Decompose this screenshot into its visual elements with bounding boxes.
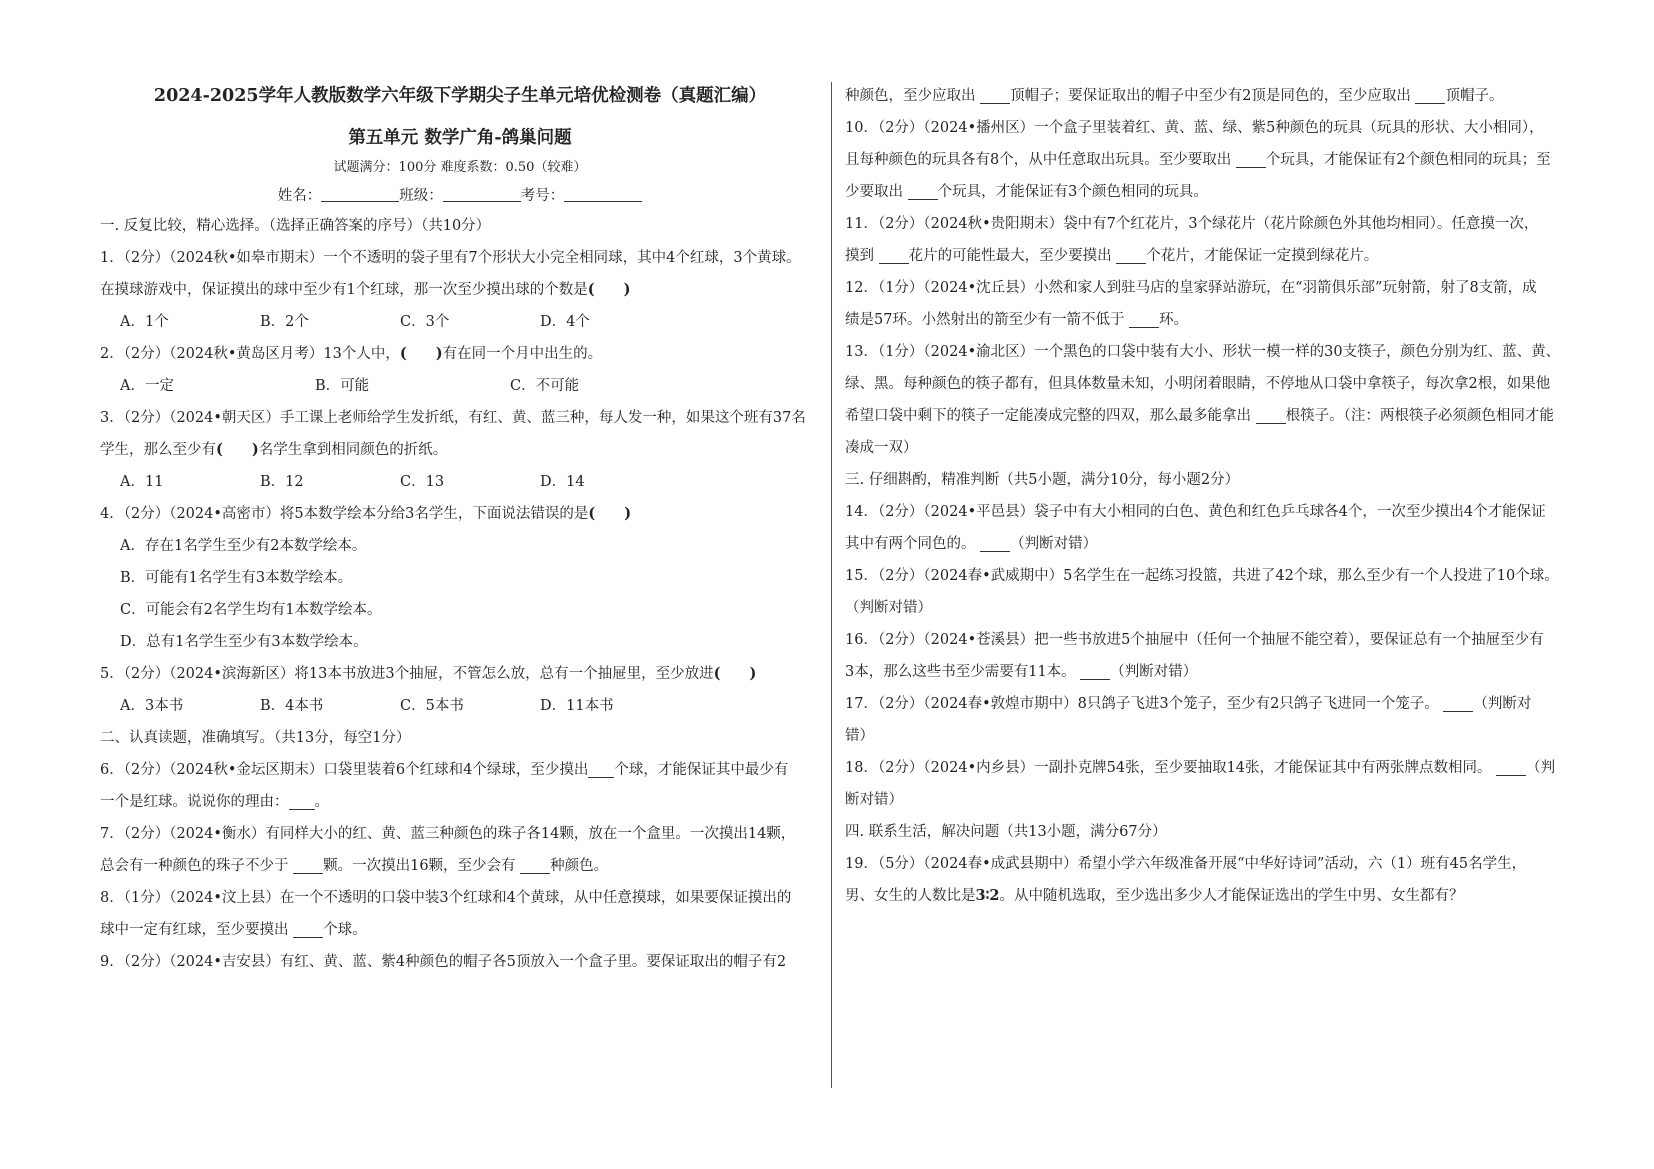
question-3 <box>100 402 820 498</box>
question-6 <box>100 754 820 818</box>
q11-line2c: 个花片，才能保证一定摸到绿花片。 <box>1146 248 1379 264</box>
q19-line2 <box>845 880 1565 912</box>
q6-blank-1[interactable] <box>588 759 614 778</box>
q8-line2 <box>100 914 820 946</box>
q5-option-d[interactable]: D．11本书 <box>540 698 614 714</box>
q13-line3b: 根筷子。（注：两根筷子必须颜色相同才能 <box>1285 408 1554 424</box>
question-4 <box>100 498 820 658</box>
q18-line1b: （判 <box>1526 760 1556 776</box>
q9-line2a: 种颜色，至少应取出 <box>845 88 981 104</box>
q3-option-d[interactable]: D．14 <box>540 474 585 490</box>
q10-line1: 10．（2分）（2024•播州区）一个盒子里装着红、黄、蓝、绿、紫5种颜色的玩具（玩具的形状、大小相同）， <box>845 120 1544 136</box>
q17-line2: 错） <box>845 728 874 744</box>
q4-option-b[interactable]: B．可能有1名学生有3本数学绘本。 <box>120 570 353 586</box>
q5-line1-text: 5．（2分）（2024•滨海新区）将13本书放进3个抽屉，不管怎么放，总有一个抽屉里，至少放进 <box>100 666 714 682</box>
q16-line2 <box>845 656 1565 688</box>
section-4-heading: 四. 联系生活，解决问题（共13小题，满分67分） <box>845 824 1167 840</box>
q6-line1b: 个球，才能保证其中最少有 <box>614 762 789 778</box>
exam-no-label: 考号： <box>520 188 565 204</box>
q4-line1-text: 4．（2分）（2024•高密市）将5本数学绘本分给3名学生，下面说法错误的是 <box>100 506 589 522</box>
q13-line2: 绿、黑。每种颜色的筷子都有，但具体数量未知，小明闭着眼睛，不停地从口袋中拿筷子，每次拿2根，如果他 <box>845 376 1551 392</box>
q13-blank-1[interactable] <box>1256 405 1286 424</box>
q1-answer-paren[interactable]: ( ) <box>587 281 631 298</box>
q1-options <box>100 306 820 338</box>
q5-line1 <box>100 658 820 690</box>
q1-line2-text: 在摸球游戏中，保证摸出的球中至少有1个红球，那一次至少摸出球的个数是 <box>100 282 588 298</box>
q7-line2 <box>100 850 820 882</box>
q3-line1: 3．（2分）（2024•朝天区）手工课上老师给学生发折纸，有红、黄、蓝三种，每人发一种，如果这个班有37名 <box>100 410 806 426</box>
q4-option-d[interactable]: D．总有1名学生至少有3本数学绘本。 <box>120 634 368 650</box>
q15-line2: （判断对错） <box>845 600 932 616</box>
q9-line1: 9．（2分）（2024•吉安县）有红、黄、蓝、紫4种颜色的帽子各5顶放入一个盒子里。要保证取出的帽子有2 <box>100 954 787 970</box>
q7-blank-2[interactable] <box>520 855 550 874</box>
q7-line2a: 总会有一种颜色的珠子不少于 <box>100 858 294 874</box>
question-5 <box>100 658 820 722</box>
q12-line1: 12．（1分）（2024•沈丘县）小然和家人到驻马店的皇家驿站游玩，在“羽箭俱乐部”玩射箭，射了8支箭，成 <box>845 280 1537 296</box>
q16-blank-1[interactable] <box>1080 661 1110 680</box>
q3-option-a[interactable]: A．11 <box>120 474 164 490</box>
q6-line1 <box>100 754 820 786</box>
q7-line2b: 颗。一次摸出16颗，至少会有 <box>323 858 521 874</box>
question-17 <box>845 688 1565 752</box>
q11-line2a: 摸到 <box>845 248 879 264</box>
q5-options <box>100 690 820 722</box>
question-12 <box>845 272 1565 336</box>
question-16 <box>845 624 1565 688</box>
q16-line2b: （判断对错） <box>1110 664 1198 680</box>
q3-option-c[interactable]: C．13 <box>400 474 445 490</box>
q2-line1 <box>100 338 820 370</box>
q17-line1b: （判断对 <box>1473 696 1532 712</box>
q2-option-a[interactable]: A．一定 <box>120 378 174 394</box>
class-label: 班级： <box>399 188 443 204</box>
q3-options <box>100 466 820 498</box>
q2-line1b: 有在同一个月中出生的。 <box>442 346 603 362</box>
q2-options <box>100 370 820 402</box>
q10-blank-1[interactable] <box>1236 149 1266 168</box>
q2-answer-paren[interactable]: ( ) <box>399 345 443 362</box>
q8-line1: 8．（1分）（2024•汶上县）在一个不透明的口袋中装3个红球和4个黄球，从中任意摸球，如果要保证摸出的 <box>100 890 792 906</box>
q8-blank-1[interactable] <box>293 919 323 938</box>
q1-option-c[interactable]: C．3个 <box>400 314 450 330</box>
q18-line1a: 18．（2分）（2024•内乡县）一副扑克牌54张，至少要抽取14张，才能保证其中有两张牌点数相同。 <box>845 760 1497 776</box>
section-2-heading: 二、认真读题，准确填写。（共13分，每空1分） <box>100 730 411 746</box>
q10-line3 <box>845 176 1565 208</box>
q17-blank-1[interactable] <box>1443 693 1473 712</box>
right-column <box>845 80 1565 912</box>
question-14 <box>845 496 1565 560</box>
question-1 <box>100 242 820 338</box>
q14-blank-1[interactable] <box>980 533 1010 552</box>
q5-option-b[interactable]: B．4本书 <box>260 698 324 714</box>
q9-line2 <box>845 80 1565 112</box>
name-label: 姓名： <box>277 188 322 204</box>
q6-line1a: 6．（2分）（2024秋•金坛区期末）口袋里装着6个红球和4个绿球，至少摸出 <box>100 762 589 778</box>
q2-option-c[interactable]: C．不可能 <box>510 378 580 394</box>
q9-line2c: 顶帽子。 <box>1445 88 1504 104</box>
q3-option-b[interactable]: B．12 <box>260 474 304 490</box>
q19-line1: 19．（5分）（2024春•成武县期中）希望小学六年级准备开展“中华好诗词”活动，六（1）班有45名学生， <box>845 856 1527 872</box>
q5-answer-paren[interactable]: ( ) <box>713 665 757 682</box>
column-divider <box>831 82 832 1088</box>
class-blank[interactable] <box>443 185 521 202</box>
q5-option-a[interactable]: A．3本书 <box>120 698 184 714</box>
exam-meta: 试题满分：100分 难度系数：0.50（较难） <box>333 160 587 175</box>
q19-ratio: 3∶2 <box>975 887 1000 904</box>
left-column <box>100 80 820 978</box>
q11-blank-1[interactable] <box>879 245 909 264</box>
q17-line1 <box>845 688 1565 720</box>
question-11 <box>845 208 1565 272</box>
question-13 <box>845 336 1565 464</box>
q7-blank-1[interactable] <box>293 855 323 874</box>
q7-line1: 7．（2分）（2024•衡水）有同样大小的红、黄、蓝三种颜色的珠子各14颗，放在一个盒里。一次摸出14颗， <box>100 826 796 842</box>
q10-line2b: 个玩具，才能保证有2个颜色相同的玩具；至 <box>1265 152 1551 168</box>
question-8 <box>100 882 820 946</box>
q1-option-d[interactable]: D．4个 <box>540 314 590 330</box>
q19-line2b: 。从中随机选取，至少选出多少人才能保证选出的学生中男、女生都有？ <box>999 888 1464 904</box>
q4-line1 <box>100 498 820 530</box>
q14-line2b: （判断对错） <box>1010 536 1098 552</box>
q19-line2a: 男、女生的人数比是 <box>845 888 976 904</box>
q5-option-c[interactable]: C．5本书 <box>400 698 464 714</box>
q3-line2b: 名学生拿到相同颜色的折纸。 <box>258 442 448 458</box>
q16-line2a: 3本，那么这些书至少需要有11本。 <box>845 664 1081 680</box>
question-7 <box>100 818 820 882</box>
student-info-line <box>100 182 820 210</box>
exam-no-blank[interactable] <box>564 185 642 202</box>
q11-blank-2[interactable] <box>1116 245 1146 264</box>
section-3-heading: 三. 仔细斟酌，精准判断（共5小题，满分10分，每小题2分） <box>845 472 1240 488</box>
question-18 <box>845 752 1565 816</box>
q14-line2 <box>845 528 1565 560</box>
q6-blank-2[interactable] <box>289 791 315 810</box>
question-19 <box>845 848 1565 912</box>
q3-answer-paren[interactable]: ( ) <box>216 441 259 458</box>
q9-blank-1[interactable] <box>980 85 1010 104</box>
q1-option-b[interactable]: B．2个 <box>260 314 309 330</box>
q11-line1: 11．（2分）（2024秋•贵阳期末）袋中有7个红花片，3个绿花片（花片除颜色外其他均相同）。任意摸一次， <box>845 216 1539 232</box>
q13-line3a: 希望口袋中剩下的筷子一定能凑成完整的四双，那么最多能拿出 <box>845 408 1256 424</box>
q12-line2a: 绩是57环。小然射出的箭至少有一箭不低于 <box>845 312 1130 328</box>
q11-line2 <box>845 240 1565 272</box>
q3-line2 <box>100 434 820 466</box>
q6-line2 <box>100 786 820 818</box>
q10-line3a: 少要取出 <box>845 184 908 200</box>
q9-line2b: 顶帽子；要保证取出的帽子中至少有2顶是同色的，至少应取出 <box>1010 88 1416 104</box>
q2-line1a: 2．（2分）（2024秋•黄岛区月考）13个人中， <box>100 346 400 362</box>
q1-line1: 1．（2分）（2024秋•如皋市期末）一个不透明的袋子里有7个形状大小完全相同球，其中4个红球，3个黄球。 <box>100 250 801 266</box>
exam-title: 2024-2025学年人教版数学六年级下学期尖子生单元培优检测卷（真题汇编） <box>153 86 767 106</box>
q14-line1: 14．（2分）（2024•平邑县）袋子中有大小相同的白色、黄色和红色乒乓球各4个，一次至少摸出4个才能保证 <box>845 504 1546 520</box>
q3-line2a: 学生，那么至少有 <box>100 442 216 458</box>
question-10 <box>845 112 1565 208</box>
q4-option-c[interactable]: C．可能会有2名学生均有1本数学绘本。 <box>120 602 382 618</box>
question-9-part2 <box>845 80 1565 112</box>
q13-line4: 凑成一双） <box>845 440 918 456</box>
q18-line1 <box>845 752 1565 784</box>
unit-subtitle: 第五单元 数学广角-鸽巢问题 <box>348 128 572 148</box>
q1-line2 <box>100 274 820 306</box>
name-blank[interactable] <box>321 185 399 202</box>
q18-line2: 断对错） <box>845 792 903 808</box>
q8-line2b: 个球。 <box>323 922 367 938</box>
q6-line2b: 。 <box>314 794 329 810</box>
q7-line2c: 种颜色。 <box>550 858 609 874</box>
question-9-part1 <box>100 946 820 978</box>
q6-line2a: 一个是红球。说说你的理由： <box>100 794 289 810</box>
q4-answer-paren[interactable]: ( ) <box>588 505 632 522</box>
q2-option-b[interactable]: B．可能 <box>315 378 370 394</box>
q15-line1: 15．（2分）（2024春•武威期中）5名学生在一起练习投篮，共进了42个球，那么至少有一个人投进了10个球。 <box>845 568 1559 584</box>
question-15 <box>845 560 1565 624</box>
question-2 <box>100 338 820 402</box>
q12-line2 <box>845 304 1565 336</box>
q10-line3b: 个玩具，才能保证有3个颜色相同的玩具。 <box>937 184 1208 200</box>
q18-blank-1[interactable] <box>1496 757 1526 776</box>
q11-line2b: 花片的可能性最大，至少要摸出 <box>908 248 1117 264</box>
q16-line1: 16．（2分）（2024•苍溪县）把一些书放进5个抽屉中（任何一个抽屉不能空着），要保证总有一个抽屉至少有 <box>845 632 1544 648</box>
q9-blank-2[interactable] <box>1415 85 1445 104</box>
q10-line2a: 且每种颜色的玩具各有8个，从中任意取出玩具。至少要取出 <box>845 152 1236 168</box>
q12-line2b: 环。 <box>1159 312 1189 328</box>
q12-blank-1[interactable] <box>1129 309 1159 328</box>
q10-blank-2[interactable] <box>908 181 938 200</box>
section-1-heading: 一. 反复比较，精心选择。（选择正确答案的序号）（共10分） <box>100 218 491 234</box>
q1-option-a[interactable]: A．1个 <box>120 314 169 330</box>
q13-line3 <box>845 400 1565 432</box>
q4-option-a[interactable]: A．存在1名学生至少有2本数学绘本。 <box>120 538 367 554</box>
q13-line1: 13．（1分）（2024•渝北区）一个黑色的口袋中装有大小、形状一模一样的30支筷子，颜色分别为红、蓝、黄、 <box>845 344 1561 360</box>
q17-line1a: 17．（2分）（2024春•敦煌市期中）8只鸽子飞进3个笼子，至少有2只鸽子飞进同一个笼子。 <box>845 696 1444 712</box>
q14-line2a: 其中有两个同色的。 <box>845 536 981 552</box>
q8-line2a: 球中一定有红球，至少要摸出 <box>100 922 294 938</box>
q10-line2 <box>845 144 1565 176</box>
